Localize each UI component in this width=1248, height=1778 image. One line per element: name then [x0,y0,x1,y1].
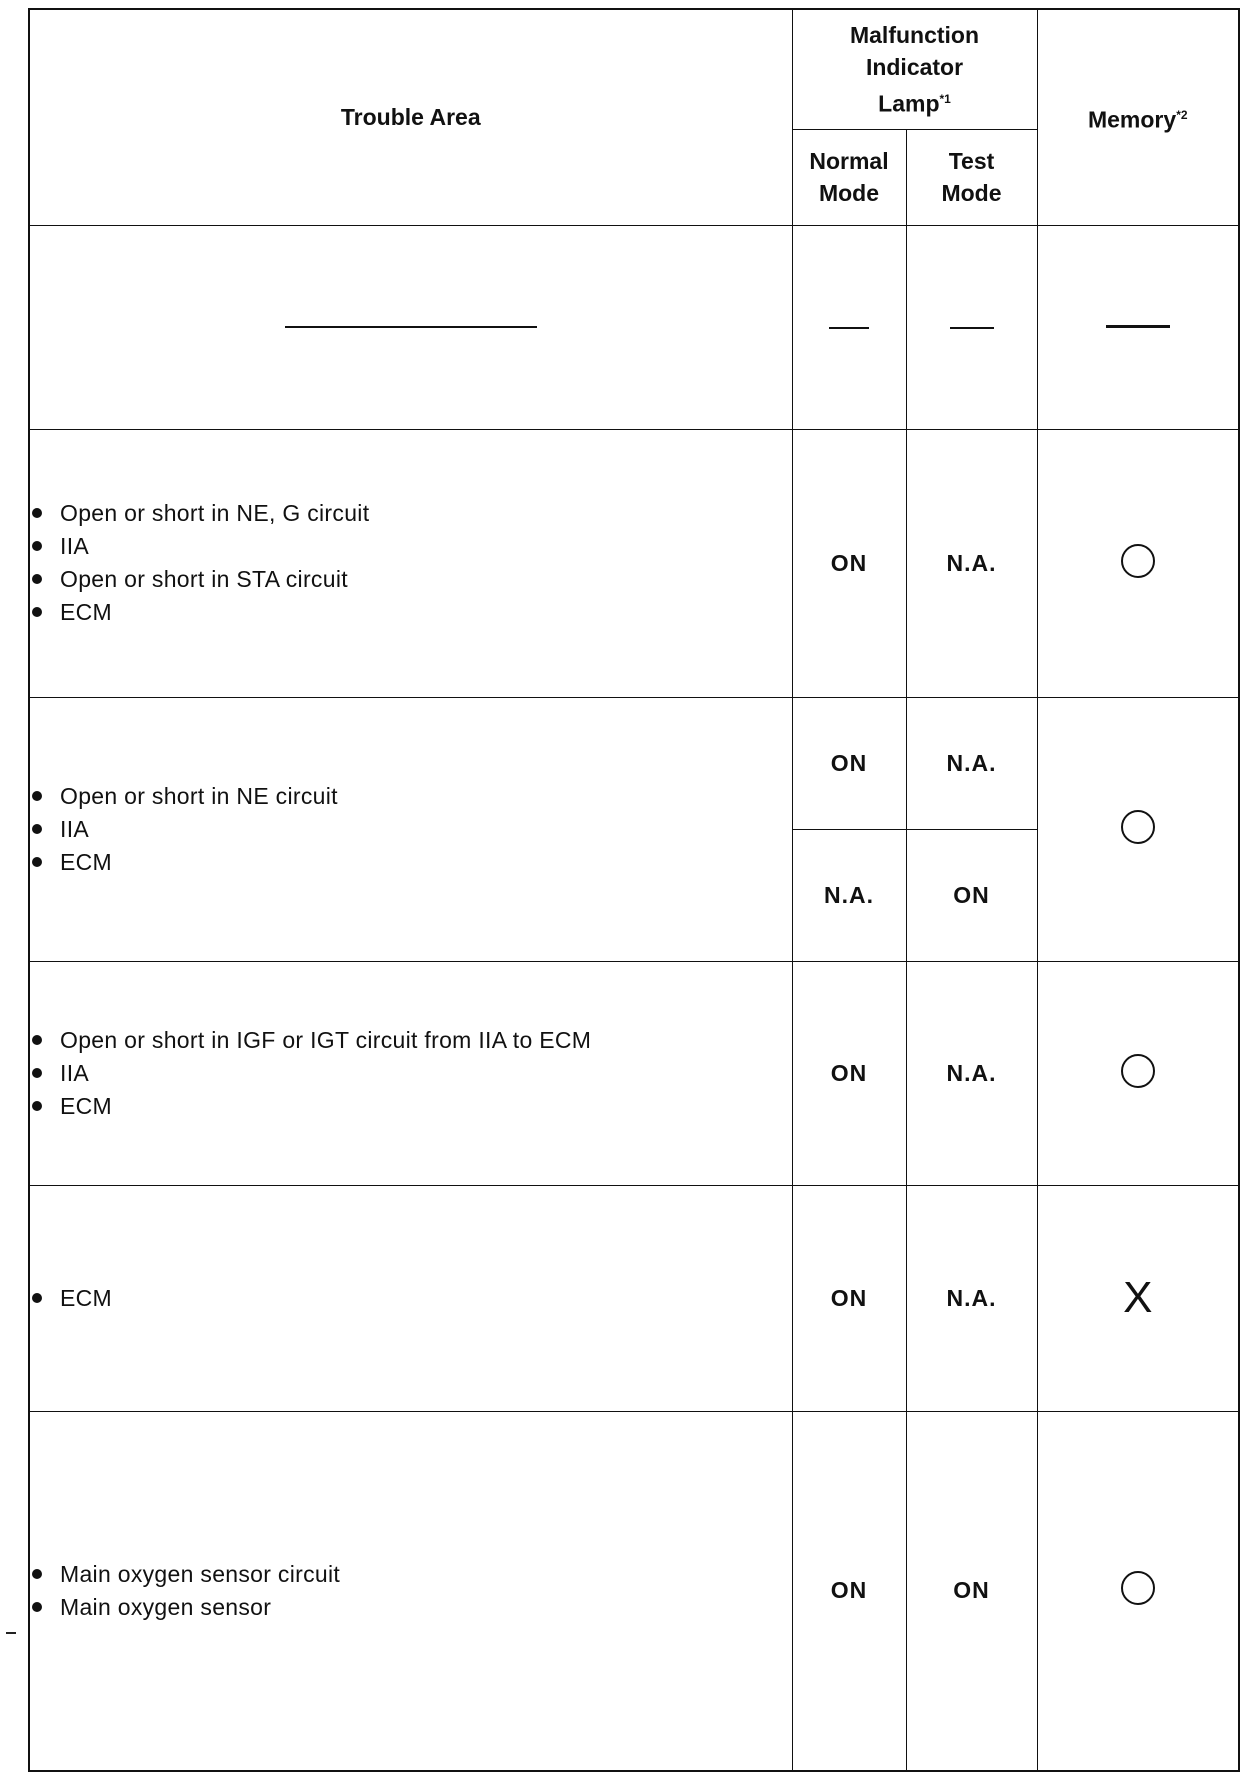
empty-dash [285,326,537,328]
memory-cell [1037,225,1239,429]
list-item: Main oxygen sensor circuit [30,1558,792,1591]
trouble-area-list [30,497,792,629]
list-item: IIA [30,530,792,563]
table-row [29,961,1239,1185]
header-row-1 [29,9,1239,129]
list-item: ECM [30,596,792,629]
table-row [29,1185,1239,1411]
normal-mode-cell: ON [792,1185,906,1411]
test-mode-cell: ON [906,829,1037,961]
header-malfunction-indicator-lamp: Malfunction Indicator Lamp$^{*1}$ [792,9,1037,129]
list-item: Open or short in IGF or IGT circuit from IIA to ECM [30,1024,792,1057]
list-item: ECM [30,846,792,879]
test-mode-cell: N.A. [906,961,1037,1185]
normal-mode-cell: ON [792,1411,906,1771]
test-mode-cell: N.A. [906,697,1037,829]
list-item: IIA [30,813,792,846]
test-mode-cell: N.A. [906,1185,1037,1411]
header-test-mode: Test Mode [906,129,1037,225]
list-item: Open or short in NE circuit [30,780,792,813]
test-mode-cell: ON [906,1411,1037,1771]
header-trouble-area: Trouble Area [29,9,792,225]
trouble-area-cell [29,697,792,961]
empty-dash [950,327,994,329]
memory-cell [1037,1411,1239,1771]
margin-tick-mark [6,1632,16,1634]
table-row [29,225,1239,429]
normal-mode-cell [792,225,906,429]
normal-mode-cell: ON [792,961,906,1185]
header-normal-mode: Normal Mode [792,129,906,225]
empty-dash [829,327,869,329]
trouble-area-cell [29,225,792,429]
memory-cell [1037,1185,1239,1411]
memory-circle-icon [1121,1571,1155,1605]
trouble-area-cell [29,429,792,697]
memory-cell [1037,429,1239,697]
list-item: ECM [30,1090,792,1123]
normal-mode-cell: N.A. [792,829,906,961]
table-row [29,429,1239,697]
table-row [29,697,1239,829]
table-row [29,1411,1239,1771]
memory-x-mark: X [1123,1273,1153,1322]
trouble-area-cell [29,1185,792,1411]
trouble-area-cell [29,1411,792,1771]
trouble-area-list [30,1024,792,1123]
memory-cell [1037,697,1239,961]
header-memory: Memory$^{*2}$ [1037,9,1239,225]
list-item: Main oxygen sensor [30,1591,792,1624]
list-item: IIA [30,1057,792,1090]
memory-circle-icon [1121,810,1155,844]
trouble-area-list [30,1282,792,1315]
trouble-area-cell [29,961,792,1185]
list-item: ECM [30,1282,792,1315]
test-mode-cell [906,225,1037,429]
memory-circle-icon [1121,544,1155,578]
normal-mode-cell: ON [792,429,906,697]
memory-cell [1037,961,1239,1185]
normal-mode-cell: ON [792,697,906,829]
trouble-area-list [30,780,792,879]
list-item: Open or short in STA circuit [30,563,792,596]
test-mode-cell: N.A. [906,429,1037,697]
trouble-area-list [30,1558,792,1624]
memory-dash [1106,325,1170,328]
diagnostic-trouble-table [28,8,1240,1772]
list-item: Open or short in NE, G circuit [30,497,792,530]
memory-circle-icon [1121,1054,1155,1088]
